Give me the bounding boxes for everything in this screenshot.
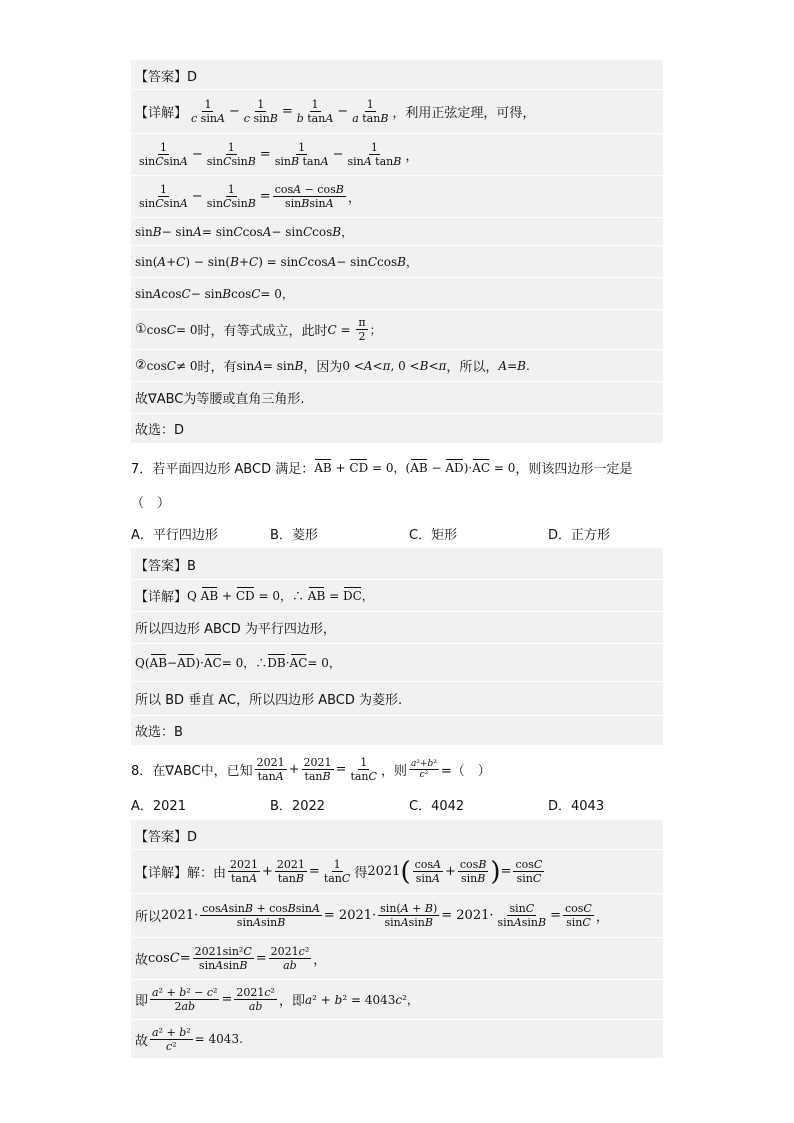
formula: $\frac{1}{\text{b tanA}}$ xyxy=(296,98,334,125)
q8-so: 所以 xyxy=(135,910,162,925)
q8-stem-paren: =（ ） xyxy=(440,763,491,779)
formula: $\frac{\text{cosAsinB + cosBsinA}}{\text{sinAsinB}}$ xyxy=(202,902,320,929)
q6-case2-text2: ，因为 xyxy=(303,360,343,375)
q7-stem-tail: ，则该四边形一定是 xyxy=(515,461,633,477)
formula: $\frac{\cos C}{\sin C}$ xyxy=(564,902,592,929)
q8-ie-tail: ，即 xyxy=(278,994,305,1009)
q6-conclusion xyxy=(131,382,663,414)
q7-option-d: D．正方形 xyxy=(548,527,611,543)
formula: $\frac{1}{\text{sinCsinB}}$ xyxy=(206,141,256,168)
q8-detail-line1: 【详解】解：由 $\frac{2021}{\tan A}$ + $\frac{2021}{\tan B}$ = $\frac{1}{\tan C}$ 得 2021 ( $\frac{\cos A}{\sin A}$ + $\frac{\cos B}{\sin B}$ ) = $\frac{\cos C}{\sin C}$ xyxy=(131,850,663,894)
formula: $\frac{2021}{\tan B}$ xyxy=(303,755,332,783)
formula: $\frac{1}{\text{c sinA}}$ xyxy=(191,98,225,125)
q8-stem: 8．在∇ABC中，已知 $\frac{2021}{\tan A}$ + $\frac{2021}{\tan B}$ = $\frac{1}{\tan C}$ ，则 $\frac{\text{a²+b²}}{\text{c²}}$ =（ ） xyxy=(131,755,491,783)
q7-options xyxy=(131,518,691,548)
q6-detail-line3: $\frac{1}{\text{sinCsinA}}$ − $\frac{1}{\text{sinCsinB}}$ = $\frac{\cos A - \cos B}{\text{sinBsinA}}$ ， xyxy=(131,176,663,218)
formula: $\frac{\sin C}{\text{sinAsinB}}$ xyxy=(497,902,547,929)
q6-detail-line1: 【详解】 $\frac{1}{\text{c sinA}}$ − $\frac{1}{\text{c sinB}}$ = $\frac{1}{\text{b tanA}}$ − $\frac{1}{\text{a tanB}}$ ，利用正弦定理，可得， xyxy=(131,90,663,134)
q8-stem-then: ，则 xyxy=(380,763,407,779)
q8-final: 故 xyxy=(135,1033,149,1049)
formula: $\frac{2021}{\tan A}$ xyxy=(256,755,285,783)
q7-detail-label: 【详解】 xyxy=(135,590,188,605)
q6-line1-tail: ，利用正弦定理，可得， xyxy=(392,106,536,121)
q6-choice xyxy=(131,414,663,444)
formula: $\frac{\text{a² + b²}}{\text{c²}}$ xyxy=(152,1025,191,1053)
formula: $\frac{\sin(A + B)}{\text{sinAsinB}}$ xyxy=(380,902,438,929)
q7-line4: 所以 BD 垂直 AC，所以四边形 ABCD 为菱形. xyxy=(135,693,403,708)
q8-stem-text: 8．在∇ABC中，已知 xyxy=(131,763,253,779)
formula: $\frac{\pi}{2}$ xyxy=(358,316,366,343)
formula: $\frac{1}{\text{sinCsinA}}$ xyxy=(139,141,188,168)
q8-detail-line3: 故 cos C = $\frac{\text{2021sin²C}}{\text{sinAsinB}}$ = $\frac{\text{2021c²}}{ab}$ ， xyxy=(131,938,663,980)
q8-answer: 【答案】D xyxy=(135,830,198,845)
q7-detail-line3: Q( AB − AD )· AC = 0，∴ DB · AC = 0， xyxy=(131,644,663,682)
formula: $\frac{\cos C}{\sin C}$ xyxy=(515,858,543,885)
formula: $\frac{2021}{\tan B}$ xyxy=(276,858,305,885)
q7-answer-line xyxy=(131,550,663,580)
formula: $\frac{2021}{\tan A}$ xyxy=(230,858,259,885)
q7-line2: 所以四边形 ABCD 为平行四边形， xyxy=(135,622,336,637)
q6-case1-line: ① cos C = 0 时，有等式成立，此时 C = $\frac{\pi}{2}$ ； xyxy=(131,310,663,350)
q6-case2-line: ② cos C ≠ 0 时，有 sin A = sin B ，因为 0 < A < π , 0 < B < π ，所以， A = B . xyxy=(131,350,663,382)
formula: $\frac{1}{\text{c sinB}}$ xyxy=(243,98,278,125)
formula: $\frac{1}{\tan C}$ xyxy=(323,858,351,885)
formula: $\frac{1}{\text{sinCsinB}}$ xyxy=(206,183,256,210)
formula: $\frac{1}{\tan C}$ xyxy=(350,755,377,783)
q7-stem-text: 7．若平面四边形 ABCD 满足： xyxy=(131,461,315,477)
q8-option-d: D．4043 xyxy=(548,798,605,814)
q6-detail-line6: sin A cos C − sin B cos C = 0， xyxy=(131,278,663,310)
formula: $\frac{\cos B}{\sin B}$ xyxy=(459,858,487,885)
q6-choice-text: 故选：D xyxy=(135,423,185,438)
q7-stem: 7．若平面四边形 ABCD 满足： AB + CD = 0，(AB − AD)·AC = 0 ，则该四边形一定是 xyxy=(131,452,691,482)
formula: $\frac{1}{\text{sinB tanA}}$ xyxy=(274,141,329,168)
case-marker: ① xyxy=(135,322,147,337)
q7-answer: 【答案】B xyxy=(135,559,196,574)
q7-option-b: B．菱形 xyxy=(270,527,318,543)
q6-detail-line2: $\frac{1}{\text{sinCsinA}}$ − $\frac{1}{\text{sinCsinB}}$ = $\frac{1}{\text{sinB tanA}}$ − $\frac{1}{\text{sinA tanB}}$ ， xyxy=(131,134,663,176)
q8-detail-label: 【详解】解：由 xyxy=(135,866,227,881)
q8-ie: 即 xyxy=(135,994,149,1009)
q6-answer: 【答案】D xyxy=(135,70,198,85)
formula: $\frac{1}{\text{sinCsinA}}$ xyxy=(139,183,188,210)
q7-detail-line1: 【详解】 Q AB + CD = 0，∴ AB = DC， xyxy=(131,580,663,612)
formula: $\frac{\cos A}{\sin A}$ xyxy=(414,858,441,885)
q8-option-b: B．2022 xyxy=(270,798,326,814)
formula: $\frac{1}{\text{sinA tanB}}$ xyxy=(347,141,402,168)
q6-detail-line5: sin( A + C ) − sin( B + C ) = sin C cos A − sin C cos B ， xyxy=(131,246,663,278)
q8-hence: 故 xyxy=(135,953,149,968)
q8-detail-line2: 所以 2021· $\frac{\text{cosAsinB + cosBsinA}}{\text{sinAsinB}}$ = 2021· $\frac{\sin(A + B)}{\text{sinAsinB}}$ = 2021· $\frac{\sin C}{\text{sinAsinB}}$ = $\frac{\cos C}{\sin C}$ ， xyxy=(131,894,663,938)
q7-paren xyxy=(131,486,691,516)
q7-option-a: A．平行四边形 xyxy=(131,527,218,543)
formula: $\frac{\text{a²+b²}}{\text{c²}}$ xyxy=(410,758,437,780)
formula: $\frac{\text{2021sin²C}}{\text{sinAsinB}}$ xyxy=(194,945,252,972)
q6-case1-text: 时，有等式成立，此时 xyxy=(197,324,328,339)
q6-answer-line xyxy=(131,62,663,90)
q7-option-c: C．矩形 xyxy=(409,527,458,543)
formula: $\frac{\cos A - \cos B}{\text{sinBsinA}}$ xyxy=(274,183,344,210)
case-marker: ② xyxy=(135,358,147,373)
formula: $\frac{\text{a² + b² − c²}}{2ab}$ xyxy=(152,986,218,1013)
q8-get: 得 xyxy=(354,866,368,881)
q8-option-a: A．2021 xyxy=(131,798,186,814)
q6-detail-label: 【详解】 xyxy=(135,106,188,121)
q8-options xyxy=(131,790,691,818)
formula: $\frac{\text{2021c²}}{ab}$ xyxy=(236,986,275,1013)
q8-option-c: C．4042 xyxy=(409,798,465,814)
q7-detail-line2 xyxy=(131,612,663,644)
formula: $\frac{\text{2021c²}}{ab}$ xyxy=(270,945,310,972)
q6-case2-text1: 时，有 xyxy=(197,360,237,375)
q7-detail-line4 xyxy=(131,682,663,716)
q7-choice xyxy=(131,716,663,746)
q7-choice-text: 故选：B xyxy=(135,725,183,740)
q6-conclusion-text: 故∇ABC为等腰或直角三角形. xyxy=(135,392,305,407)
q6-case2-text3: ，所以， xyxy=(446,360,499,375)
q6-detail-line4: sin B − sin A = sin C cos A − sin C cos B ， xyxy=(131,218,663,246)
q8-answer-line xyxy=(131,822,663,850)
q8-detail-line4: 即 $\frac{\text{a² + b² − c²}}{2ab}$ = $\frac{\text{2021c²}}{ab}$ ，即 a² + b² = 4043c²， xyxy=(131,980,663,1020)
q7-paren-text: （ ） xyxy=(131,495,171,511)
q8-detail-line5: 故 $\frac{\text{a² + b²}}{\text{c²}}$ = 4043. xyxy=(135,1025,243,1053)
formula: $\frac{1}{\text{a tanB}}$ xyxy=(352,98,389,125)
